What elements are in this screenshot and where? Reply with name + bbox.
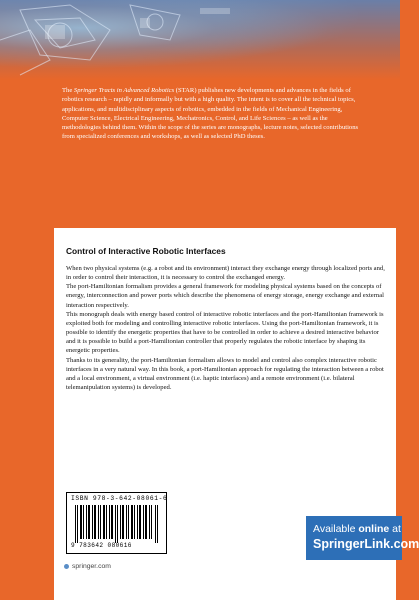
ean-digits: 9 783642 080616: [71, 542, 132, 549]
barcode-icon: [73, 505, 161, 543]
description-paragraph: When two physical systems (e.g. a robot and its environment) interact they exchange energy through localized ports and, in order to control their interaction, it is necessary to control the exchanged energy.: [66, 265, 385, 282]
available-online-badge[interactable]: [306, 516, 419, 560]
isbn-label: ISBN 978-3-642-08061-6: [71, 495, 168, 502]
springerlink-site: SpringerLink.com: [313, 537, 419, 551]
book-title: Control of Interactive Robotic Interfaces: [66, 246, 226, 256]
description-paragraph: Thanks to its generality, the port-Hamiltonian formalism allows to model and control also complex interactive robotic interfaces in a very natural way. In this book, a port-Hamiltonian approach for regulating the interaction between a robot and a local environment, a virtual environment (i.e. haptic interfaces) and a remote environment (i.e. bilateral telemanipulation systems) is developed.: [66, 356, 384, 392]
description-paragraph: This monograph deals with energy based control of interactive robotic interfaces and the port-Hamiltonian framework is exploited both for modeling and controlling interactive robotic interfaces. Using the port-Hamiltonian framework, it is possible to identify the energetic properties that have to be controlled in order to achieve a desired interactive behavior and it is possible to build a port-Hamiltonian controller that properly regulates the robotic interface by shaping its energetic properties.: [66, 310, 384, 355]
website-text: springer.com: [72, 563, 111, 570]
series-description: The Springer Tracts in Advanced Robotics (STAR) publishes new developments and advances in the fields of robotics research – rapidly and informally but with a high quality. The intent is to cover all the technical topics, applications, and multidisciplinary aspects of robotics, embedded in the fields of Mechanical Engineering, Computer Science, Electrical Engineering, Mechatronics, Control, and Life Sciences – as well as the methodologies behind them. Within the scope of the series are monographs, lecture notes, selected contributions from specialized conferences and workshops, as well as selected PhD theses.: [62, 87, 359, 141]
series-name: Springer Tracts in Advanced Robotics: [73, 87, 175, 94]
badge-line1: Available online at: [313, 523, 401, 535]
description-paragraph: The port-Hamiltonian formalism provides a general framework for modeling physical systems based on the concepts of energy, interconnection and power ports which describe the phenomena of energy storage, energy exchange and external interaction respectively.: [66, 283, 384, 309]
springer-dot-icon: [64, 564, 69, 569]
isbn-barcode-box: [66, 492, 167, 554]
book-description: [66, 264, 386, 392]
back-cover-panel: [54, 228, 419, 600]
cover-header-image: [0, 0, 400, 80]
springer-website[interactable]: [64, 563, 111, 570]
